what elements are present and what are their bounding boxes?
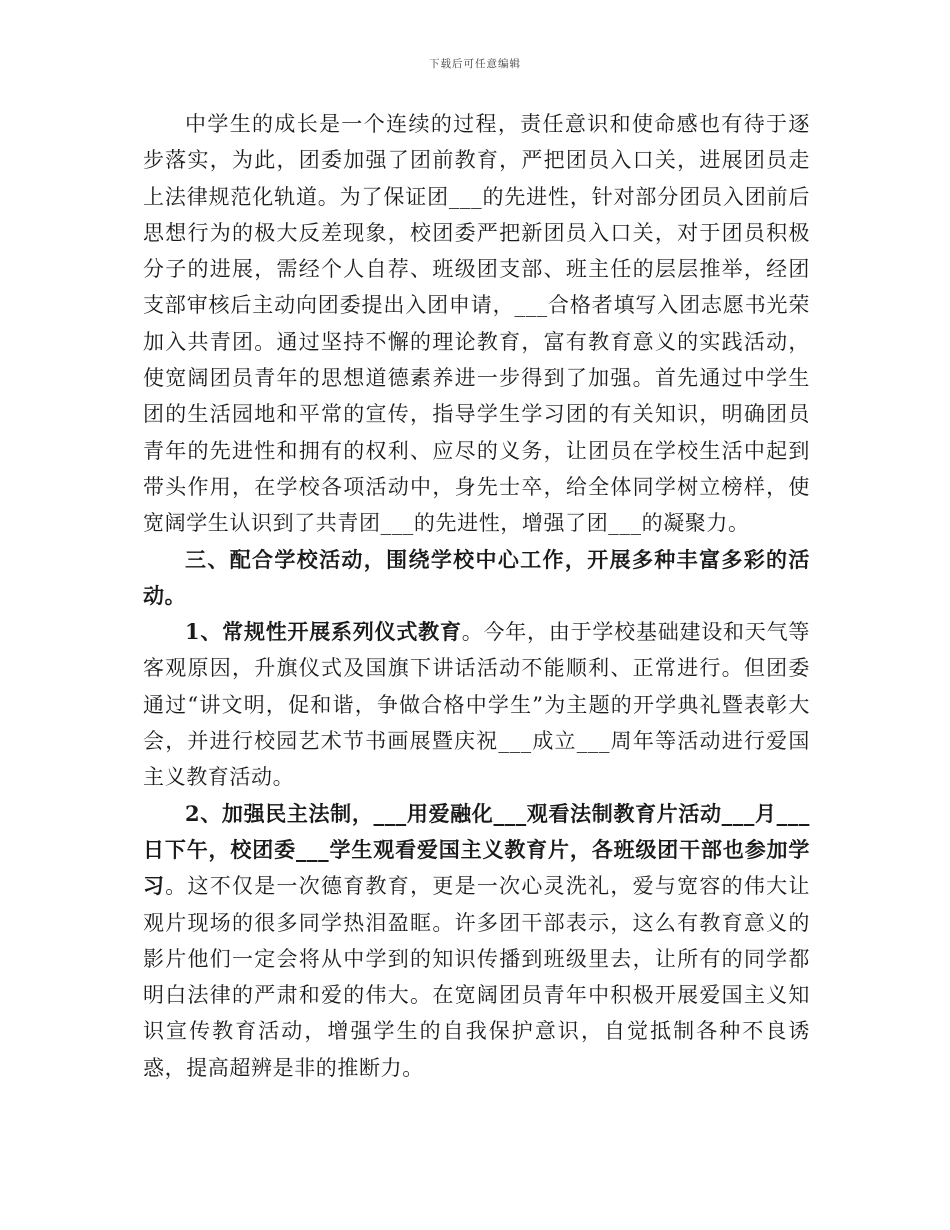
paragraph-intro-text: 中学生的成长是一个连续的过程，责任意识和使命感也有待于逐步落实，为此，团委加强了团前教育，严把团员入口关，进展团员走上法律规范化轨道。为了保证团___的先进性，针对部分团员入团前后思想行为的极大反差现象，校团委严把新团员入口关，对于团员积极分子的进展，需经个人自荐、班级团支部、班主任的层层推举，经团支部审核后主动向团委提出入团申请，___合格者填写入团志愿书光荣加入共青团。通过坚持不懈的理论教育，富有教育意义的实践活动，使宽阔团员青年的思想道德素养进一步得到了加强。首先通过中学生团的生活园地和平常的宣传，指导学生学习团的有关知识，明确团员青年的先进性和拥有的权利、应尽的义务，让团员在学校生活中起到带头作用，在学校各项活动中，身先士卒，给全体同学树立榜样，使宽阔学生认识到了共青团___的先进性，增强了团___的凝聚力。 bbox=[143, 112, 810, 536]
paragraph-intro bbox=[143, 106, 810, 542]
paragraph-legal bbox=[143, 796, 810, 1086]
paragraph-legal-lead: 2、加强民主法制，___用爱融化___观看法制教育片活动___月___日下午，校团委___学生观看爱国主义教育片，各班级团干部也参加学习 bbox=[143, 800, 810, 899]
paragraph-ceremony-lead: 1、常规性开展系列仪式教育 bbox=[185, 619, 462, 645]
section-heading-3 bbox=[143, 542, 810, 615]
paragraph-ceremony bbox=[143, 614, 810, 795]
page-header: 下载后可任意编辑 bbox=[429, 58, 521, 70]
paragraph-ceremony-text: 。今年，由于学校基础建设和天气等客观原因，升旗仪式及国旗下讲话活动不能顺利、正常进行。但团委通过“讲文明，促和谐，争做合格中学生”为主题的开学典礼暨表彰大会，并进行校园艺术节书画展暨庆祝___成立___周年等活动进行爱国主义教育活动。 bbox=[143, 620, 810, 790]
document-body bbox=[143, 106, 810, 1086]
section-heading-3-text: 三、配合学校活动，围绕学校中心工作，开展多种丰富多彩的活动。 bbox=[143, 546, 810, 608]
paragraph-legal-text: 。这不仅是一次德育教育，更是一次心灵洗礼，爱与宽容的伟大让观片现场的很多同学热泪盈眶。许多团干部表示，这么有教育意义的影片他们一定会将从中学到的知识传播到班级里去，让所有的同学都明白法律的严肃和爱的伟大。在宽阔团员青年中积极开展爱国主义知识宣传教育活动，增强学生的自我保护意识，自觉抵制各种不良诱惑，提高超辨是非的推断力。 bbox=[143, 874, 810, 1080]
